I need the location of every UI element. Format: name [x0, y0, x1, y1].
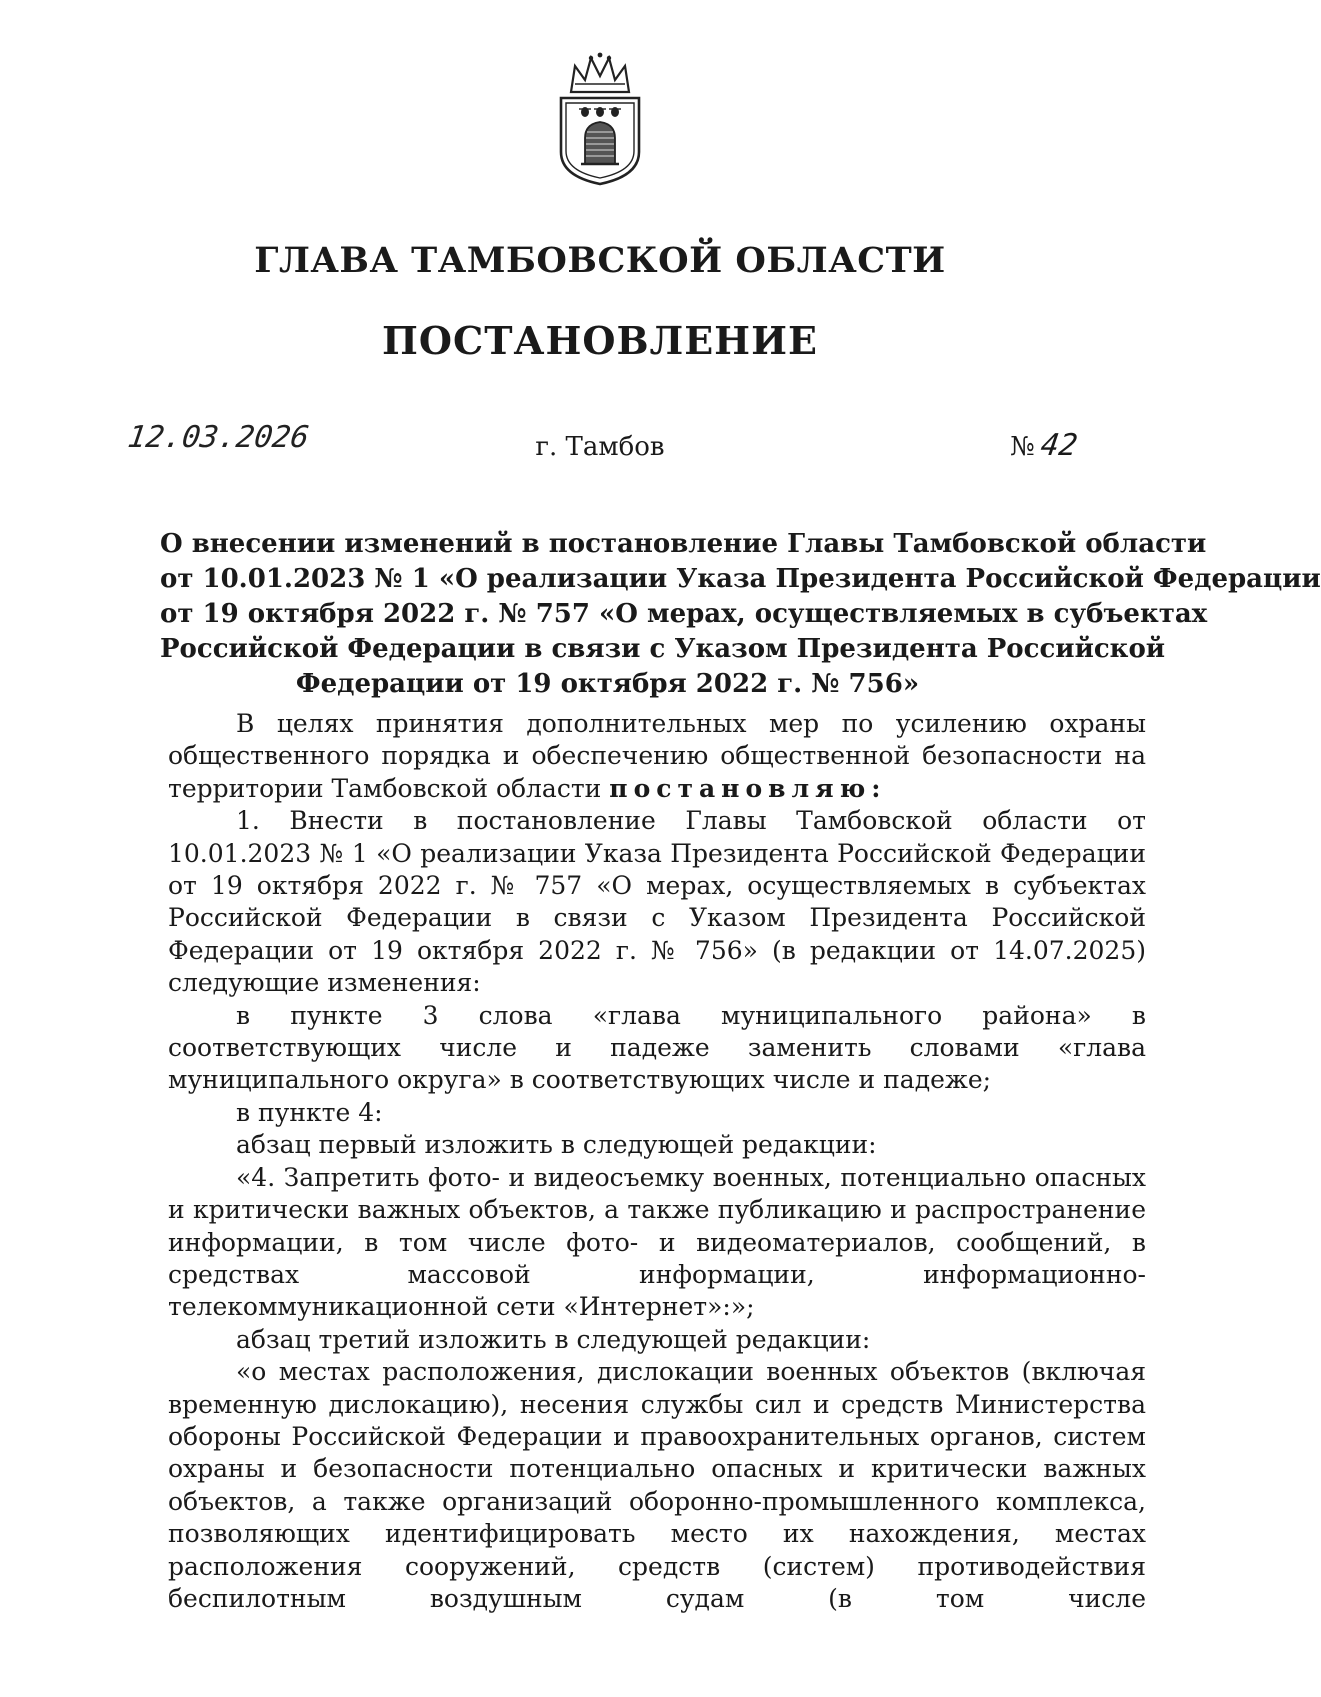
title-line: О внесении изменений в постановление Главы Тамбовской области: [160, 529, 1207, 559]
document-city: г. Тамбов: [535, 432, 665, 462]
coat-of-arms-tambov-icon: [549, 52, 651, 187]
document-body: [168, 708, 1146, 1615]
title-line: Федерации от 19 октября 2022 г. № 756»: [295, 669, 920, 699]
paragraph-3: в пункте 4:: [236, 1097, 383, 1127]
title-line: от 19 октября 2022 г. № 757 «О мерах, осуществляемых в субъектах: [160, 599, 1208, 629]
paragraph-7: «о местах расположения, дислокации военных объектов (включая временную дислокацию), несения службы сил и средств Министерства обороны Российской Федерации и правоохранительных органов, систем охраны и безопасности потенциально опасных и критически важных объектов, а также организаций оборонно-промышленного комплекса, позволяющих идентифицировать место их нахождения, местах расположения сооружений, средств (систем) противодействия беспилотным воздушным судам (в том числе: [168, 1357, 1146, 1613]
number-value: 42: [1038, 428, 1080, 463]
paragraph-6: абзац третий изложить в следующей редакции:: [236, 1324, 871, 1354]
paragraph-4: абзац первый изложить в следующей редакции:: [236, 1130, 877, 1160]
paragraph-2: в пункте 3 слова «глава муниципального района» в соответствующих числе и падеже заменить словами «глава муниципального округа» в соответствующих числе и падеже;: [168, 1000, 1146, 1095]
document-number: [1010, 428, 1080, 463]
document-type: ПОСТАНОВЛЕНИЕ: [382, 318, 818, 363]
issuing-authority: ГЛАВА ТАМБОВСКОЙ ОБЛАСТИ: [254, 240, 946, 281]
preamble-text: В целях принятия дополнительных мер по усилению охраны общественного порядка и обеспечению общественной безопасности на территории Тамбовской области: [168, 709, 1146, 803]
paragraph-1: 1. Внести в постановление Главы Тамбовской области от 10.01.2023 № 1 «О реализации Указа Президента Российской Федерации от 19 октября 2022 г. № 757 «О мерах, осуществляемых в субъектах Российской Федерации в связи с Указом Президента Российской Федерации от 19 октября 2022 г. № 756» (в редакции от 14.07.2025) следующие изменения:: [168, 806, 1146, 998]
resolve-keyword: постановляю:: [609, 773, 887, 803]
title-line: от 10.01.2023 № 1 «О реализации Указа Президента Российской Федерации: [160, 564, 1321, 594]
document-title: [160, 527, 1321, 702]
title-line: Российской Федерации в связи с Указом Президента Российской: [160, 634, 1166, 664]
document-date: 12.03.2026: [125, 420, 312, 455]
paragraph-5: «4. Запретить фото- и видеосъемку военных, потенциально опасных и критически важных объектов, а также публикацию и распространение информации, в том числе фото- и видеоматериалов, сообщений, в средствах массовой информации, информационно-телекоммуникационной сети «Интернет»:»;: [168, 1162, 1146, 1322]
number-prefix: №: [1010, 432, 1035, 462]
preamble-paragraph: [168, 708, 1146, 805]
